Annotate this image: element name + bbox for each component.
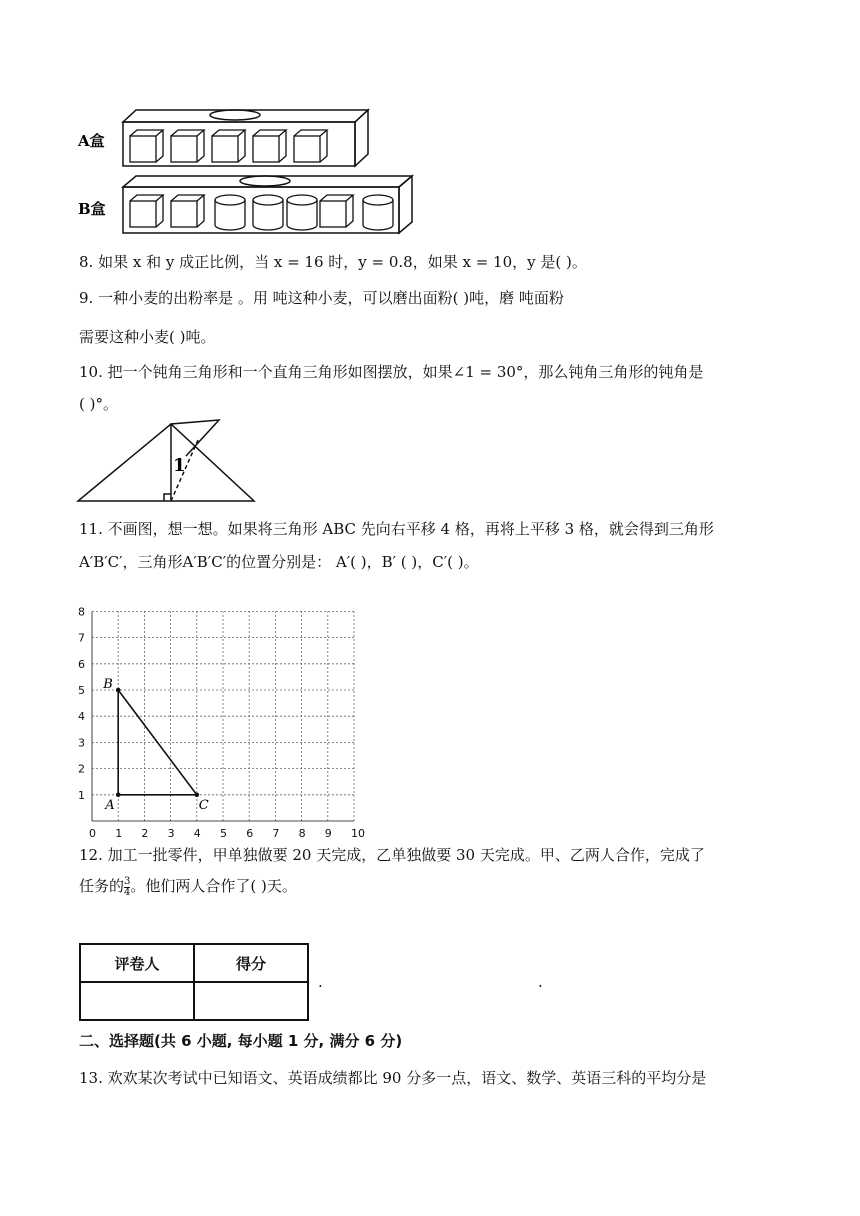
angle-1-label: 1: [173, 455, 186, 476]
x-tick-label: 0: [89, 827, 96, 840]
score-cell[interactable]: [194, 982, 308, 1020]
point-b: [116, 688, 121, 693]
boxes-figure: [75, 102, 420, 237]
dot-mark-1: .: [318, 973, 323, 991]
x-tick-label: 3: [167, 827, 175, 840]
box-a-label: A盒: [78, 132, 105, 150]
point-a: [116, 793, 121, 798]
x-tick-label: 10: [351, 827, 365, 840]
y-tick-label: 8: [78, 605, 85, 619]
question-10-line1: 10. 把一个钝角三角形和一个直角三角形如图摆放，如果∠1 = 30°，那么钝角三角形的钝角是: [79, 363, 704, 381]
question-11-line2: A′B′C′，三角形A′B′C′的位置分别是： A′( )，B′ ( )，C′( )。: [79, 553, 479, 571]
x-tick-label: 8: [298, 827, 306, 840]
score-header: 得分: [194, 944, 308, 982]
question-12-pre: 任务的: [79, 877, 125, 895]
x-tick-label: 7: [272, 827, 280, 840]
y-tick-label: 4: [78, 710, 85, 724]
box-b-label: B盒: [78, 200, 106, 218]
x-tick-label: 1: [115, 827, 123, 840]
y-tick-label: 5: [78, 684, 85, 697]
dot-mark-2: .: [538, 973, 543, 991]
score-table: [79, 943, 309, 1021]
question-10-line2: ( )°。: [79, 395, 118, 413]
fraction-denominator: 4: [124, 886, 131, 898]
point-b-label: B: [103, 677, 113, 692]
right-angle-mark: [164, 494, 171, 501]
y-tick-label: 6: [78, 657, 85, 671]
section-title: 二、选择题(共 6 小题, 每小题 1 分, 满分 6 分): [79, 1032, 403, 1050]
question-12-line1: 12. 加工一批零件，甲单独做要 20 天完成，乙单独做要 30 天完成。甲、乙两人合作，完成了: [79, 846, 705, 864]
grader-cell[interactable]: [80, 982, 194, 1020]
x-tick-label: 9: [324, 827, 332, 840]
question-13-line1: 13. 欢欢某次考试中已知语文、英语成绩都比 90 分多一点，语文、数学、英语三科的平均分是: [79, 1069, 707, 1087]
triangles-figure: [76, 416, 260, 506]
grid-figure: [76, 588, 365, 840]
question-9-line2: 需要这种小麦( )吨。: [79, 328, 216, 346]
grader-header: 评卷人: [80, 944, 194, 982]
x-tick-label: 4: [193, 827, 201, 840]
point-c: [195, 793, 200, 798]
point-c-label: C: [198, 797, 209, 813]
y-tick-label: 7: [78, 631, 85, 645]
x-tick-label: 2: [141, 827, 149, 840]
y-tick-label: 3: [78, 736, 85, 750]
question-9-line1: 9. 一种小麦的出粉率是 。用 吨这种小麦，可以磨出面粉( )吨，磨 吨面粉: [79, 289, 564, 307]
x-tick-label: 6: [246, 827, 254, 840]
point-a-label: A: [105, 797, 115, 813]
question-12-post: 。他们两人合作了( )天。: [130, 877, 297, 895]
question-8: 8. 如果 x 和 y 成正比例，当 x = 16 时，y = 0.8，如果 x = 10，y 是( )。: [79, 253, 587, 271]
fraction-numerator: 3: [124, 875, 131, 887]
box-b-shapes: [130, 195, 393, 230]
box-a-cubes: [130, 130, 327, 162]
obtuse-triangle: [78, 424, 254, 501]
question-12-line2: [79, 876, 297, 898]
y-tick-label: 2: [78, 762, 85, 776]
y-tick-label: 1: [78, 788, 85, 802]
question-11-line1: 11. 不画图，想一想。如果将三角形 ABC 先向右平移 4 格，再将上平移 3 格，就会得到三角形: [79, 520, 714, 538]
x-tick-label: 5: [220, 827, 227, 840]
